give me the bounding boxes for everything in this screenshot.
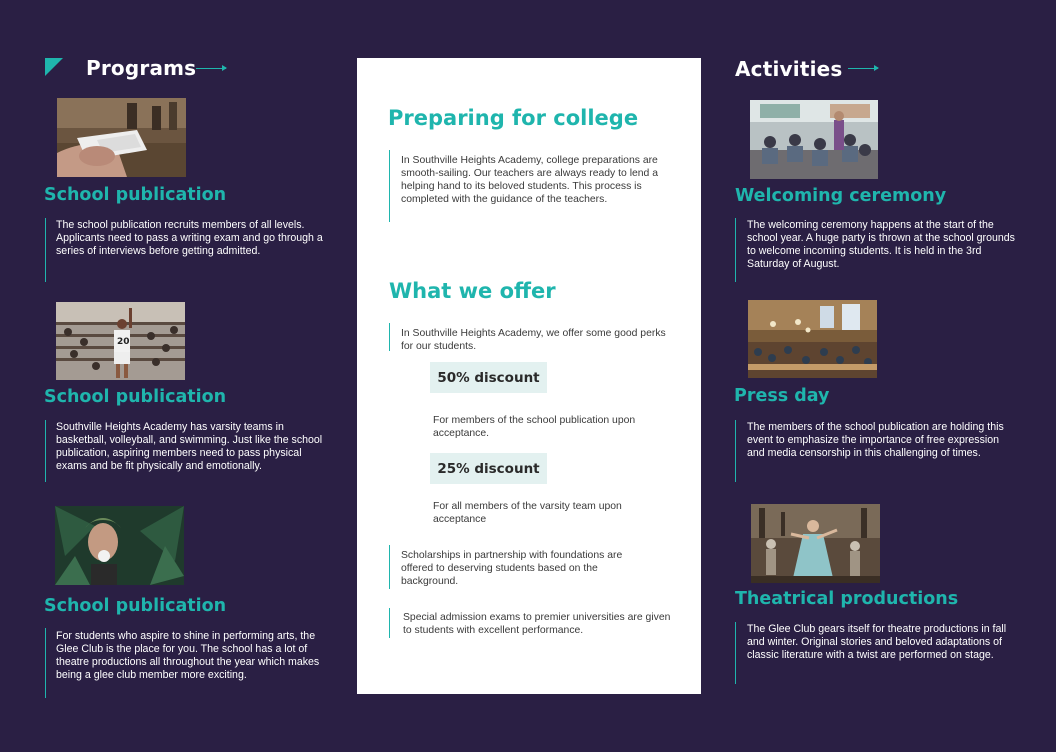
bubblegum-photo — [55, 506, 184, 585]
programs-heading: Programs — [86, 56, 197, 80]
reading-photo — [57, 98, 186, 177]
divider-line — [735, 622, 736, 684]
divider-line — [389, 150, 390, 222]
svg-text:20: 20 — [117, 337, 130, 347]
activity-title-3: Theatrical productions — [735, 589, 959, 609]
corner-accent-icon — [45, 58, 63, 76]
basketball-photo — [56, 302, 185, 380]
activity-description-2: The members of the school publication are holding this event to emphasize the importance of free expression and media censorship in this challenging of times. — [747, 421, 1004, 459]
library-photo — [748, 300, 877, 378]
offer-intro-text: In Southville Heights Academy, we offer some good perks for our students. — [401, 328, 666, 352]
programs-arrow-icon[interactable] — [196, 68, 226, 69]
program-description-2: Southville Heights Academy has varsity teams in basketball, volleyball, and swimming. Just like the school publication, aspiring members need to pass physical exams and be fit physically and emotionally. — [56, 421, 323, 472]
divider-line — [735, 218, 736, 282]
divider-line — [389, 323, 390, 351]
activities-heading: Activities — [735, 57, 843, 81]
scholarship-text: Scholarships in partnership with foundations are offered to deserving students based on the background. — [401, 550, 623, 587]
program-title-2: School publication — [44, 387, 227, 407]
discount-25-text: For all members of the varsity team upon acceptance — [433, 501, 622, 525]
divider-line — [45, 218, 46, 282]
activity-title-2: Press day — [734, 386, 830, 406]
divider-line — [389, 608, 390, 638]
offer-heading: What we offer — [389, 279, 556, 303]
divider-line — [389, 545, 390, 589]
program-title-1: School publication — [44, 185, 227, 205]
activity-description-3: The Glee Club gears itself for theatre productions in fall and winter. Original stories and beloved adaptations of classic literature with a twist are performed on stage. — [747, 623, 1007, 661]
program-title-3: School publication — [44, 596, 227, 616]
college-text: In Southville Heights Academy, college preparations are smooth-sailing. Our teachers are always ready to lend a helping hand to its beloved students. This process is completed with the guidance of the teachers. — [401, 155, 659, 205]
activity-description-1: The welcoming ceremony happens at the start of the school year. A huge party is thrown at the school grounds to welcome incoming students. It is held in the 3rd Saturday of August. — [747, 219, 1015, 270]
classroom-photo — [750, 100, 878, 179]
discount-badge-50: 50% discount — [430, 362, 547, 393]
program-description-3: For students who aspire to shine in performing arts, the Glee Club is the place for you. The school has a lot of theatre productions all throughout the year which makes being a glee club member more exciting. — [56, 630, 320, 681]
program-description-1: The school publication recruits members of all levels. Applicants need to pass a writing exam and go through a series of interviews before getting admitted. — [56, 219, 323, 257]
divider-line — [735, 420, 736, 482]
discount-badge-25: 25% discount — [430, 453, 547, 484]
activities-arrow-icon[interactable] — [848, 68, 878, 69]
college-heading: Preparing for college — [388, 106, 639, 130]
discount-50-text: For members of the school publication upon acceptance. — [433, 415, 636, 439]
admission-text: Special admission exams to premier universities are given to students with excellent performance. — [403, 612, 671, 636]
divider-line — [45, 420, 46, 482]
divider-line — [45, 628, 46, 698]
activity-title-1: Welcoming ceremony — [735, 186, 947, 206]
dancers-photo — [751, 504, 880, 583]
